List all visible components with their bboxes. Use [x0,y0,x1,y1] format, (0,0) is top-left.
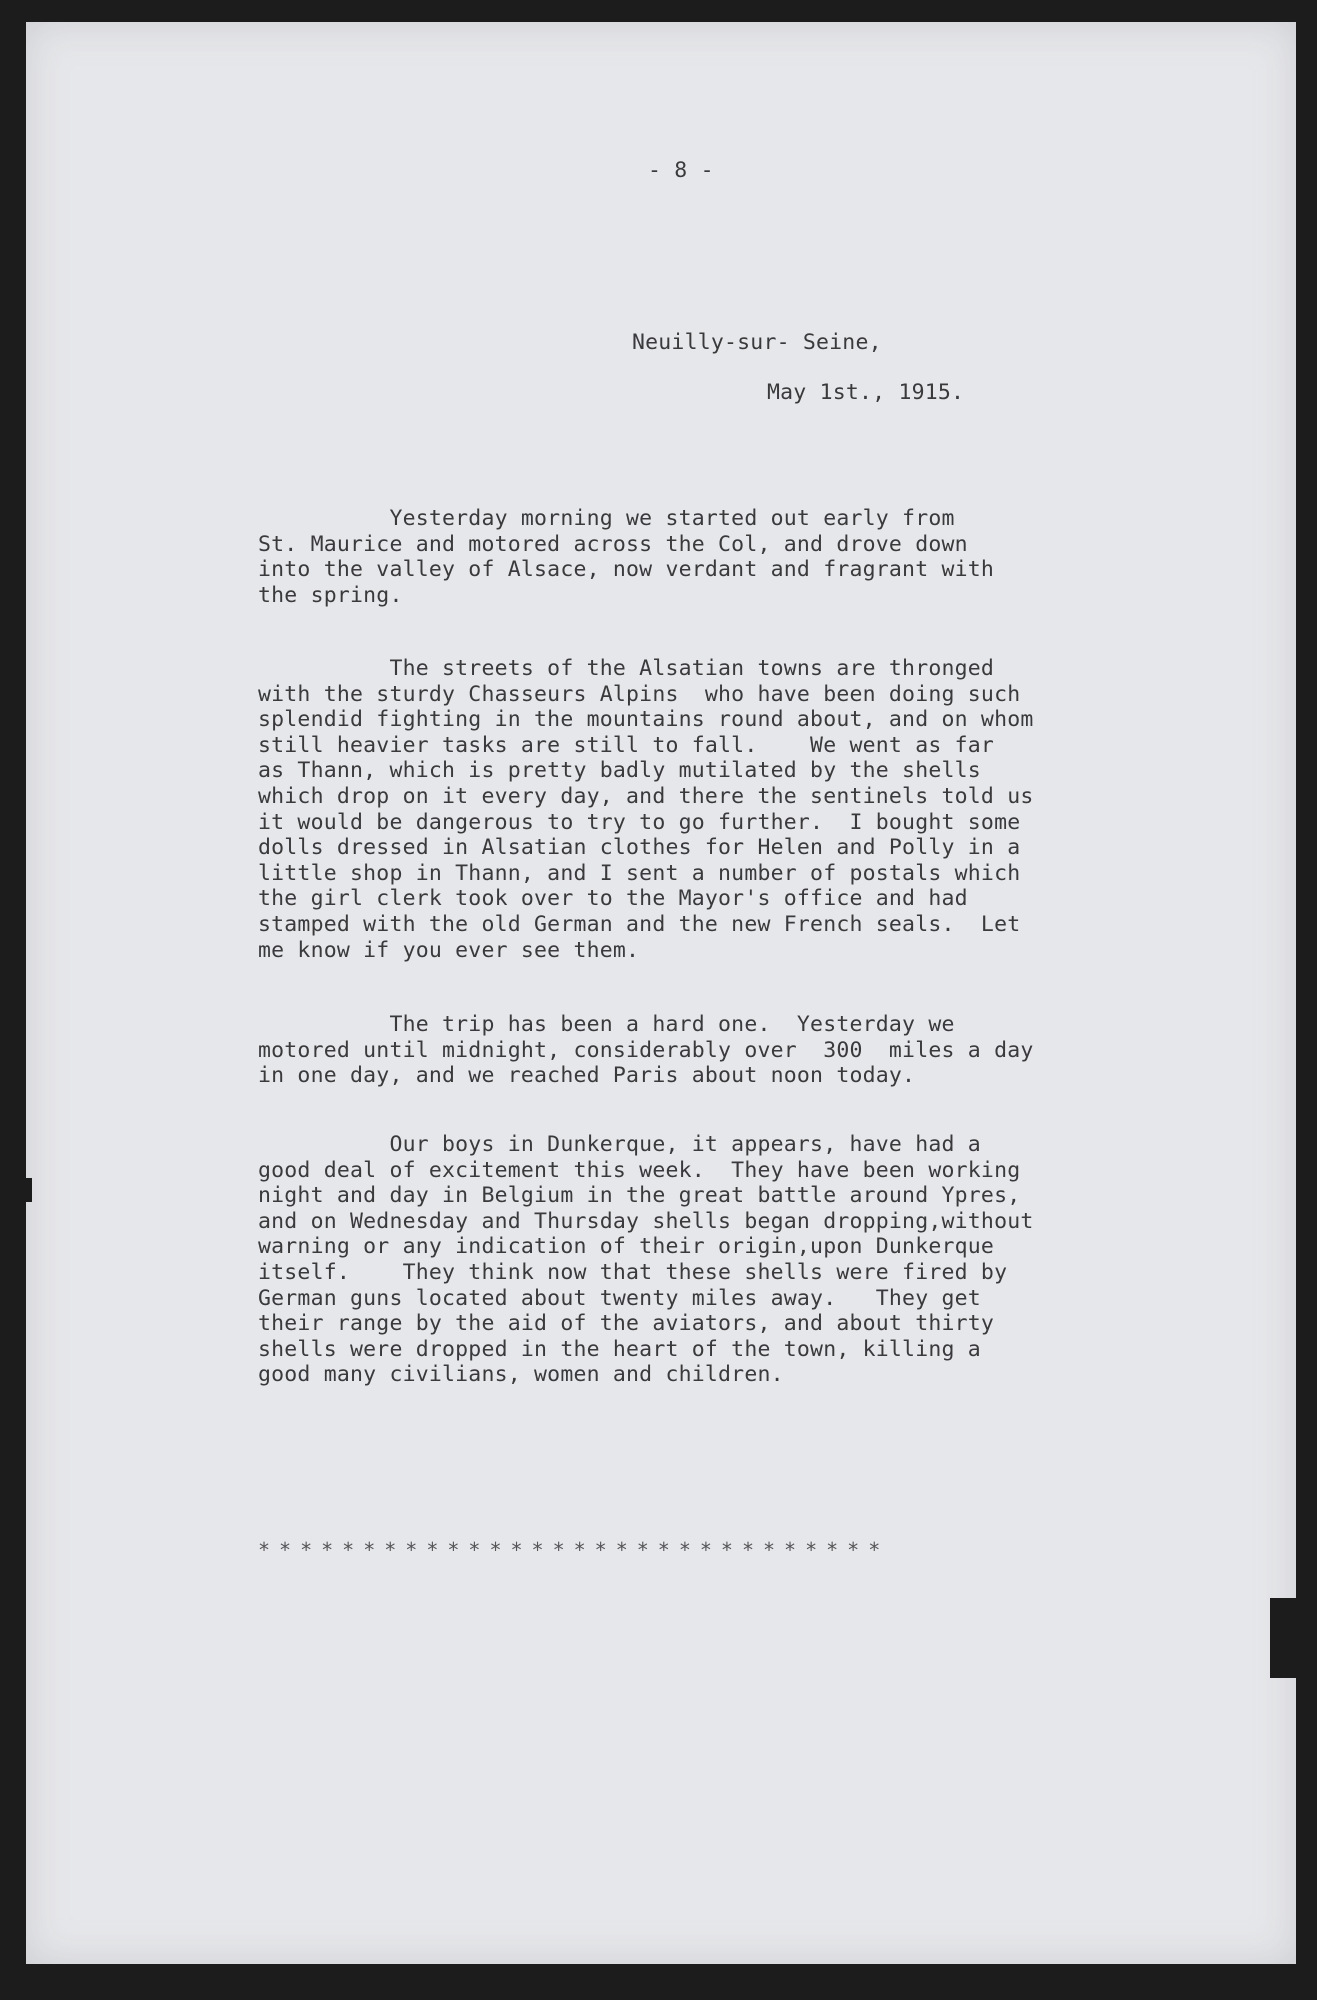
asterisk-divider: ****************************** [258,1538,890,1562]
paragraph-3: The trip has been a hard one. Yesterday we motored until midnight, considerably over 300 miles a day in one day, and we reached Paris about noon today. [258,1012,1034,1089]
letter-page [26,22,1296,1964]
paragraph-4: Our boys in Dunkerque, it appears, have had a good deal of excitement this week. They have been working night and day in Belgium in the great battle around Ypres, and on Wednesday and Thursday shells began dropping,without warning or any indication of their origin,upon Dunkerque itself. They think now that these shells were fired by German guns located about twenty miles away. They get their range by the aid of the aviators, and about thirty shells were dropped in the heart of the town, killing a good many civilians, women and children. [258,1132,1034,1388]
letter-date: May 1st., 1915. [767,380,965,405]
torn-edge-right [1270,1598,1300,1678]
torn-edge-left [18,1178,32,1202]
paragraph-1: Yesterday morning we started out early from St. Maurice and motored across the Col, and drove down into the valley of Alsace, now verdant and fragrant with the spring. [258,506,995,608]
letter-place: Neuilly-sur- Seine, [632,330,882,355]
page-number: - 8 - [648,158,714,183]
paragraph-2: The streets of the Alsatian towns are thronged with the sturdy Chasseurs Alpins who have been doing such splendid fighting in the mountains round about, and on whom still heavier tasks are still to fall. We went as far as Thann, which is pretty badly mutilated by the shells which drop on it every day, and there the sentinels told us it would be dangerous to try to go further. I bought some dolls dressed in Alsatian clothes for Helen and Polly in a little shop in Thann, and I sent a number of postals which the girl clerk took over to the Mayor's office and had stamped with the old German and the new French seals. Let me know if you ever see them. [258,656,1034,963]
